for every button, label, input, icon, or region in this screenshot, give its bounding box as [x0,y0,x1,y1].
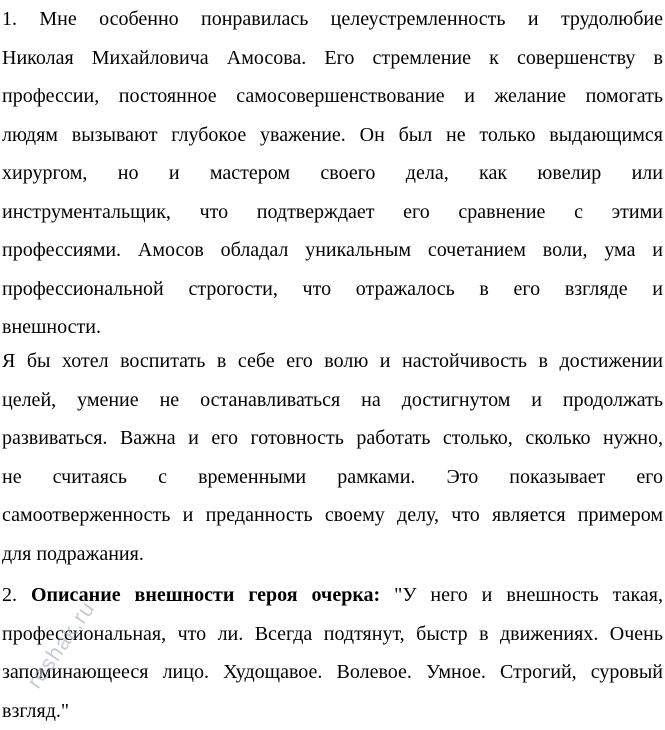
list-number: 2. [2,584,31,606]
section-heading: Описание внешности героя очерка: [31,584,380,606]
text-line: внешности. [2,308,663,347]
text-line: профессиональной строгости, что отражалось в его взгляде и [2,270,663,309]
text-line: Николая Михайловича Амосова. Его стремление к совершенству в [2,39,663,78]
text-line: профессиями. Амосов обладал уникальным сочетанием воли, ума и [2,231,663,270]
text-line-first [2,576,663,615]
quote-start: "У него и внешность такая, [380,584,663,606]
text-line: запоминающееся лицо. Худощавое. Волевое. Умное. Строгий, суровый [2,653,663,692]
text-line: самоотверженность и преданность своему делу, что является примером [2,496,663,535]
paragraph-1 [2,0,663,347]
text-line: профессии, постоянное самосовершенствование и желание помогать [2,77,663,116]
text-line: целей, умение не останавливаться на достигнутом и продолжать [2,381,663,420]
text-line: инструментальщик, что подтверждает его сравнение с этими [2,193,663,232]
paragraph-2 [2,342,663,573]
text-line: 1. Мне особенно понравилась целеустремленность и трудолюбие [2,0,663,39]
text-line: не считаясь с временными рамками. Это показывает его [2,458,663,497]
text-line: профессиональная, что ли. Всегда подтянут, быстр в движениях. Очень [2,615,663,654]
paragraph-3 [2,576,663,730]
text-line: развиваться. Важна и его готовность работать столько, сколько нужно, [2,419,663,458]
text-line: взгляд." [2,692,663,730]
text-line: Я бы хотел воспитать в себе его волю и настойчивость в достижении [2,342,663,381]
text-line: для подражания. [2,535,663,574]
watermark-text: reshak.ru [22,596,100,693]
text-line: людям вызывают глубокое уважение. Он был не только выдающимся [2,116,663,155]
text-line: хирургом, но и мастером своего дела, как ювелир или [2,154,663,193]
